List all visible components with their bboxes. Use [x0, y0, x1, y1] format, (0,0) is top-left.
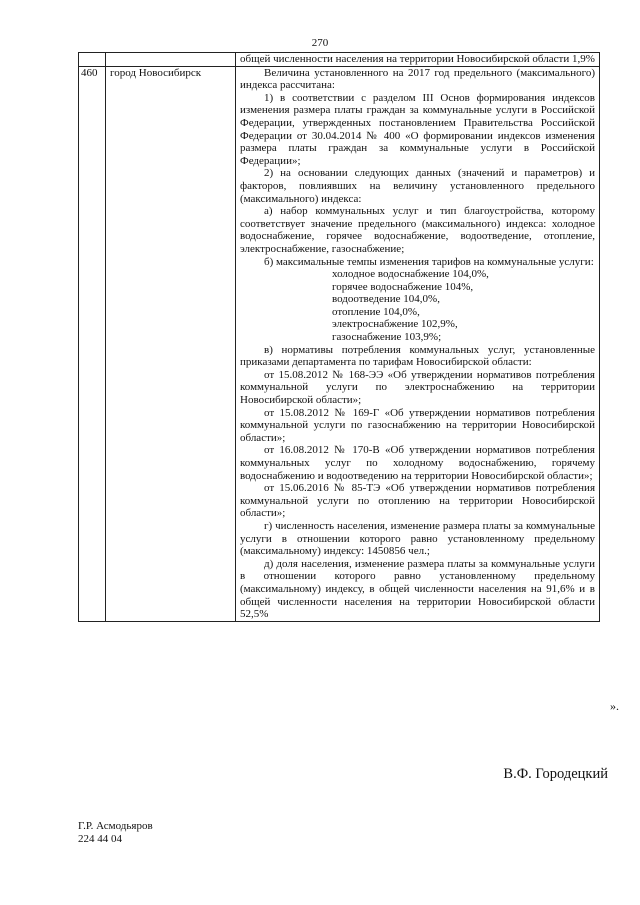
paragraph-2: 2) на основании следующих данных (значений и параметров) и факторов, повлиявших на величину установленного предельного (максимального) индекса:: [240, 167, 595, 205]
cell-continued-text: [236, 53, 600, 67]
index-description: [236, 66, 600, 621]
tariff-line: отопление 104,0%,: [332, 305, 420, 318]
paragraph-a: а) набор коммунальных услуг и тип благоустройства, которому соответствует значение предельного (максимального) индекса: холодное водоснабжение, горячее водоснабжение, водоотведение, отопление, электроснабжение, газоснабжение;: [240, 205, 595, 255]
executor-phone: 224 44 04: [78, 833, 122, 845]
index-table: [78, 52, 600, 622]
paragraph-v: в) нормативы потребления коммунальных услуг, установленные приказами департамента по тарифам Новосибирской области:: [240, 343, 595, 369]
continued-text: общей численности населения на территории Новосибирской области 1,9%: [240, 53, 595, 65]
page-number: 270: [311, 37, 329, 49]
tariff-line: водоотведение 104,0%,: [332, 293, 440, 306]
intro-paragraph: Величина установленного на 2017 год предельного (максимального) индекса рассчитана:: [240, 66, 595, 92]
cell-municipality-empty: [106, 53, 236, 67]
executor-name: Г.Р. Асмодьяров: [78, 820, 153, 832]
executor-block: [78, 820, 153, 846]
tariff-line: электроснабжение 102,9%,: [332, 318, 458, 331]
order-item: от 15.08.2012 № 168-ЭЭ «Об утверждении нормативов потребления коммунальной услуги по электроснабжению на территории Новосибирской области»;: [240, 368, 595, 407]
paragraph-d: д) доля населения, изменение размера платы за коммунальные услуги в отношении которого равно установленному предельному (максимальному) индексу, в общей численности населения на 91,6% и в общей численности населения на территории Новосибирской области 52,5%: [240, 557, 595, 621]
paragraph-1: 1) в соответствии с разделом III Основ формирования индексов изменения размера платы граждан за коммунальные услуги в Российской Федерации, утвержденных постановлением Правительства Российской Федерации от 30.04.2014 № 400 «О формировании индексов изменения размера платы граждан за коммунальные услуги в Российской Федерации»;: [240, 91, 595, 167]
paragraph-g: г) численность населения, изменение размера платы за коммунальные услуги в отношении которого равно установленному предельному (максимальному) индексу: 1450856 чел.;: [240, 519, 595, 558]
tariff-line: газоснабжение 103,9%;: [332, 331, 442, 344]
order-item: от 16.08.2012 № 170-В «Об утверждении нормативов потребления коммунальных услуг по холодному водоснабжению, горячему водоснабжению и водоотведению на территории Новосибирской области»;: [240, 444, 595, 482]
closing-quote: ».: [610, 699, 619, 713]
table-row: [79, 53, 600, 67]
order-item: от 15.06.2016 № 85-ТЭ «Об утверждении нормативов потребления коммунальной услуги по отоплению на территории Новосибирской области»;: [240, 482, 595, 520]
signature-name: В.Ф. Городецкий: [503, 766, 608, 782]
tariff-line: горячее водоснабжение 104%,: [332, 280, 474, 293]
order-item: от 15.08.2012 № 169-Г «Об утверждении нормативов потребления коммунальной услуги по газоснабжению на территории Новосибирской области»;: [240, 406, 595, 444]
paragraph-b: б) максимальные темпы изменения тарифов на коммунальные услуги:: [264, 255, 594, 268]
table-row: [79, 66, 600, 621]
cell-number-empty: [79, 53, 106, 67]
tariff-line: холодное водоснабжение 104,0%,: [332, 268, 489, 281]
municipality-name: город Новосибирск: [106, 66, 236, 621]
row-number: 460: [79, 66, 106, 621]
